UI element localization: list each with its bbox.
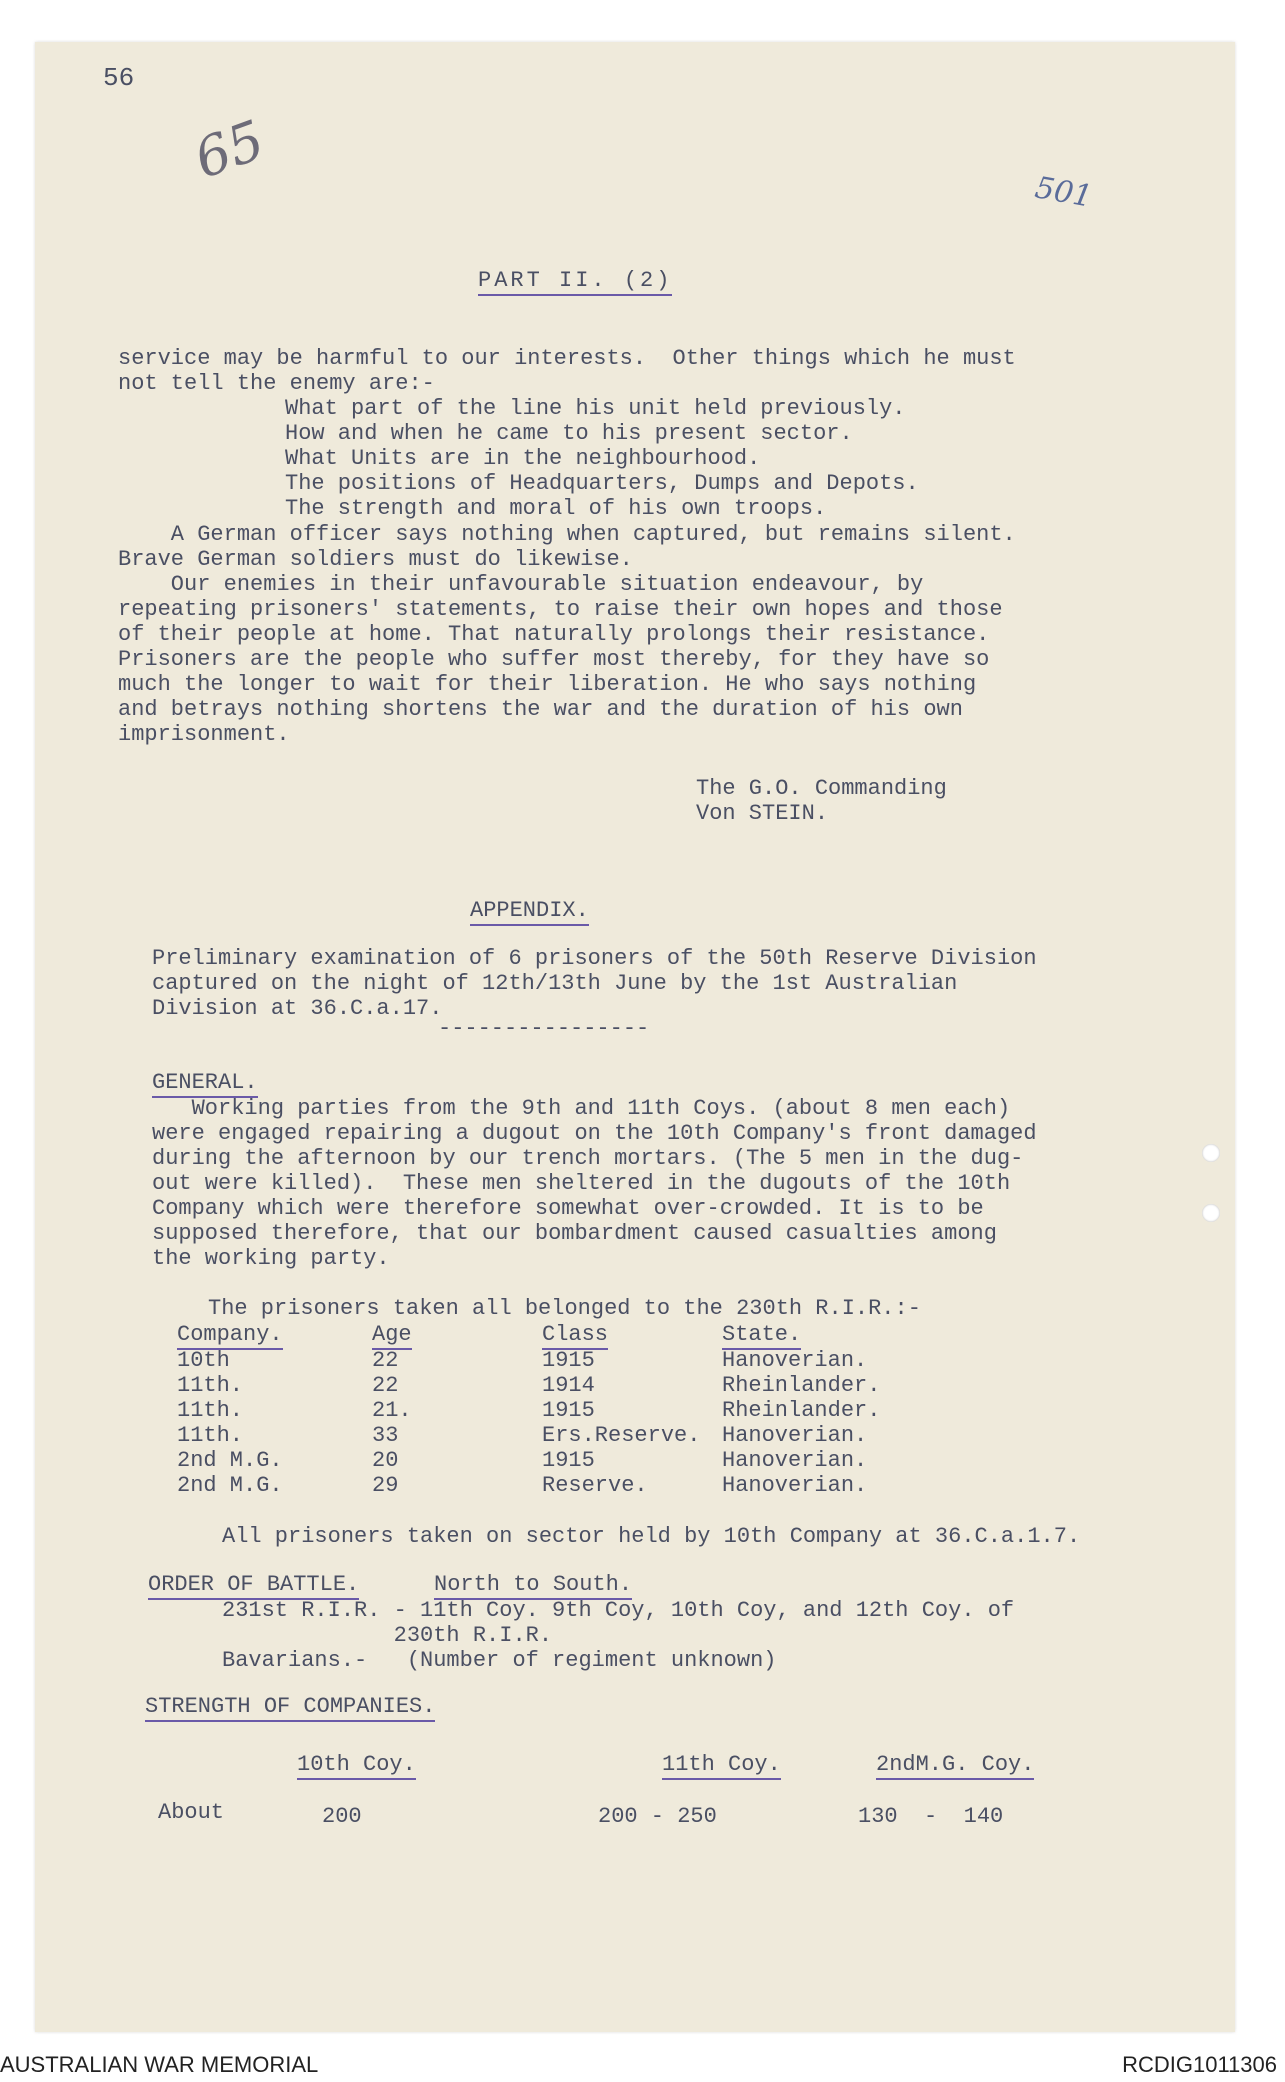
table-cell: Reserve.	[542, 1473, 648, 1498]
table-cell: Hanoverian.	[722, 1348, 868, 1373]
paragraph-line: of their people at home. That naturally prolongs their resistance.	[118, 622, 990, 647]
table-cell: 11th.	[177, 1398, 244, 1423]
paragraph-line: not tell the enemy are:-	[118, 371, 435, 396]
paragraph-line: Our enemies in their unfavourable situation endeavour, by	[118, 572, 924, 597]
paragraph-line: imprisonment.	[118, 722, 290, 747]
strength-header: 2ndM.G. Coy.	[876, 1752, 1034, 1780]
strength-value: 200 - 250	[598, 1804, 717, 1829]
table-header: Company.	[177, 1322, 283, 1350]
handwritten-folio: 65	[186, 108, 273, 191]
table-header: Class	[542, 1322, 608, 1350]
table-cell: Hanoverian.	[722, 1448, 868, 1473]
table-cell: 11th.	[177, 1373, 244, 1398]
folio-stamp: 501	[1032, 170, 1095, 215]
footer-left: AUSTRALIAN WAR MEMORIAL	[0, 2052, 319, 2077]
table-cell: Ers.Reserve.	[542, 1423, 701, 1448]
table-cell: 33	[372, 1423, 399, 1448]
section-label: ORDER OF BATTLE.	[148, 1572, 359, 1600]
footer-right: RCDIG1011306	[1122, 2052, 1277, 2077]
table-cell: 22	[372, 1348, 399, 1373]
list-item: How and when he came to his present sector.	[285, 421, 853, 446]
paragraph-line: the working party.	[152, 1246, 390, 1271]
paragraph-line: captured on the night of 12th/13th June by the 1st Australian	[152, 971, 958, 996]
table-cell: 10th	[177, 1348, 230, 1373]
paragraph-line: were engaged repairing a dugout on the 10th Company's front damaged	[152, 1121, 1037, 1146]
paragraph-line: service may be harmful to our interests. Other things which he must	[118, 346, 1016, 371]
table-header: Age	[372, 1322, 412, 1350]
table-cell: 1915	[542, 1398, 595, 1423]
paragraph-line: Working parties from the 9th and 11th Coys. (about 8 men each)	[152, 1096, 1011, 1121]
section-label: North to South.	[434, 1572, 632, 1600]
strength-value: 200	[322, 1804, 362, 1829]
strength-row-label: About	[158, 1800, 225, 1825]
table-cell: 29	[372, 1473, 399, 1498]
signature-line: The G.O. Commanding	[696, 776, 947, 801]
section-label: GENERAL.	[152, 1070, 258, 1098]
divider: ----------------	[438, 1016, 650, 1041]
table-cell: 21.	[372, 1398, 412, 1423]
paragraph-line: repeating prisoners' statements, to raise their own hopes and those	[118, 597, 1003, 622]
paragraph-line: Company which were therefore somewhat over-crowded. It is to be	[152, 1196, 984, 1221]
table-cell: 1915	[542, 1348, 595, 1373]
paragraph-line: supposed therefore, that our bombardment caused casualties among	[152, 1221, 997, 1246]
list-item: What Units are in the neighbourhood.	[285, 446, 761, 471]
paragraph-line: much the longer to wait for their liberation. He who says nothing	[118, 672, 977, 697]
table-cell: 22	[372, 1373, 399, 1398]
paragraph-line: The prisoners taken all belonged to the 230th R.I.R.:-	[208, 1296, 921, 1321]
strength-value: 130 - 140	[858, 1804, 1004, 1829]
page-number: 56	[103, 63, 135, 93]
paragraph-line: 230th R.I.R.	[222, 1623, 553, 1648]
table-cell: 11th.	[177, 1423, 244, 1448]
paragraph-line: during the afternoon by our trench mortars. (The 5 men in the dug-	[152, 1146, 1024, 1171]
table-cell: 2nd M.G.	[177, 1448, 283, 1473]
list-item: What part of the line his unit held previously.	[285, 396, 906, 421]
table-cell: 2nd M.G.	[177, 1473, 283, 1498]
heading: PART II. (2)	[478, 268, 672, 296]
paragraph-line: A German officer says nothing when captured, but remains silent.	[118, 522, 1016, 547]
list-item: The positions of Headquarters, Dumps and Depots.	[285, 471, 919, 496]
appendix-title: APPENDIX.	[470, 898, 589, 926]
table-cell: 1915	[542, 1448, 595, 1473]
paragraph-line: Prisoners are the people who suffer most thereby, for they have so	[118, 647, 990, 672]
paragraph-line: Preliminary examination of 6 prisoners of the 50th Reserve Division	[152, 946, 1037, 971]
paragraph-line: All prisoners taken on sector held by 10th Company at 36.C.a.1.7.	[222, 1524, 1081, 1549]
punch-hole	[1202, 1204, 1220, 1222]
strength-header: 10th Coy.	[297, 1752, 416, 1780]
paragraph-line: Bavarians.- (Number of regiment unknown)	[222, 1648, 777, 1673]
table-cell: 1914	[542, 1373, 595, 1398]
punch-hole	[1202, 1144, 1220, 1162]
table-cell: Hanoverian.	[722, 1473, 868, 1498]
signature-line: Von STEIN.	[696, 801, 829, 826]
table-cell: Rheinlander.	[722, 1398, 881, 1423]
table-header: State.	[722, 1322, 801, 1350]
table-cell: 20	[372, 1448, 399, 1473]
paragraph-line: 231st R.I.R. - 11th Coy. 9th Coy, 10th Coy, and 12th Coy. of	[222, 1598, 1015, 1623]
section-label: STRENGTH OF COMPANIES.	[145, 1694, 435, 1722]
paragraph-line: and betrays nothing shortens the war and the duration of his own	[118, 697, 963, 722]
list-item: The strength and moral of his own troops.	[285, 496, 827, 521]
table-cell: Hanoverian.	[722, 1423, 868, 1448]
table-cell: Rheinlander.	[722, 1373, 881, 1398]
paragraph-line: Brave German soldiers must do likewise.	[118, 547, 633, 572]
strength-header: 11th Coy.	[662, 1752, 781, 1780]
paragraph-line: out were killed). These men sheltered in the dugouts of the 10th	[152, 1171, 1011, 1196]
paragraph-line: Division at 36.C.a.17.	[152, 996, 443, 1021]
